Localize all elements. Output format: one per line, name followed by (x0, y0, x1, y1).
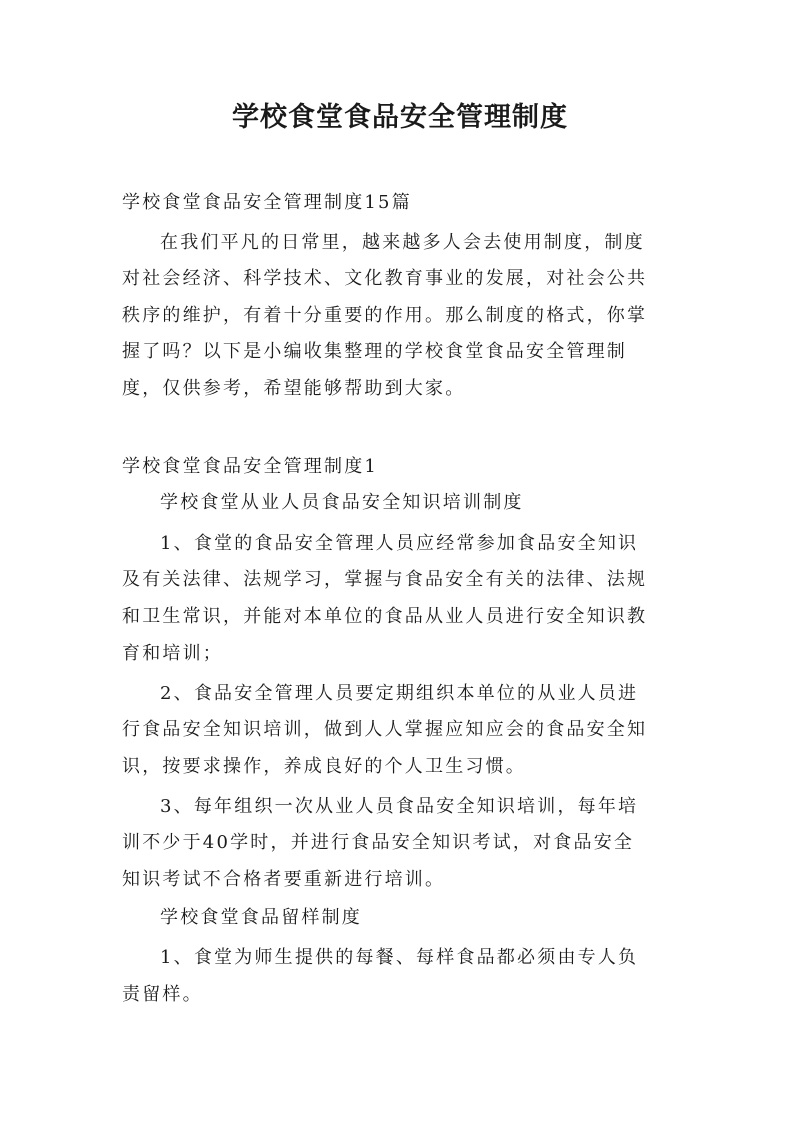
body-line: 2、食品安全管理人员要定期组织本单位的从业人员进 (160, 683, 639, 704)
body-line: 知识考试不合格者要重新进行培训。 (122, 869, 446, 890)
intro-line: 对社会经济、科学技术、文化教育事业的发展，对社会公共 (122, 268, 648, 289)
section-heading: 学校食堂食品安全管理制度1 (122, 456, 379, 477)
document-title: 学校食堂食品安全管理制度 (232, 102, 568, 133)
body-line: 及有关法律、法规学习，掌握与食品安全有关的法律、法规 (122, 569, 648, 590)
intro-line: 握了吗？以下是小编收集整理的学校食堂食品安全管理制 (122, 341, 627, 362)
body-line: 责留样。 (122, 984, 203, 1005)
subsection-heading: 学校食堂食品留样制度 (160, 907, 362, 928)
body-line: 1、食堂为师生提供的每餐、每样食品都必须由专人负 (160, 947, 639, 968)
subsection-heading: 学校食堂从业人员食品安全知识培训制度 (160, 492, 524, 513)
body-line: 育和培训； (122, 643, 223, 664)
body-line: 和卫生常识，并能对本单位的食品从业人员进行安全知识教 (122, 606, 648, 627)
collection-heading: 学校食堂食品安全管理制度15篇 (122, 192, 412, 213)
body-line: 1、食堂的食品安全管理人员应经常参加食品安全知识 (160, 533, 639, 554)
intro-line: 在我们平凡的日常里，越来越多人会去使用制度，制度 (160, 232, 645, 253)
body-line: 训不少于40学时，并进行食品安全知识考试，对食品安全 (122, 832, 635, 853)
body-line: 3、每年组织一次从业人员食品安全知识培训，每年培 (160, 796, 639, 817)
body-line: 识，按要求操作，养成良好的个人卫生习惯。 (122, 756, 526, 777)
intro-line: 度，仅供参考，希望能够帮助到大家。 (122, 378, 466, 399)
intro-line: 秩序的维护，有着十分重要的作用。那么制度的格式，你掌 (122, 305, 648, 326)
body-line: 行食品安全知识培训，做到人人掌握应知应会的食品安全知 (122, 719, 648, 740)
